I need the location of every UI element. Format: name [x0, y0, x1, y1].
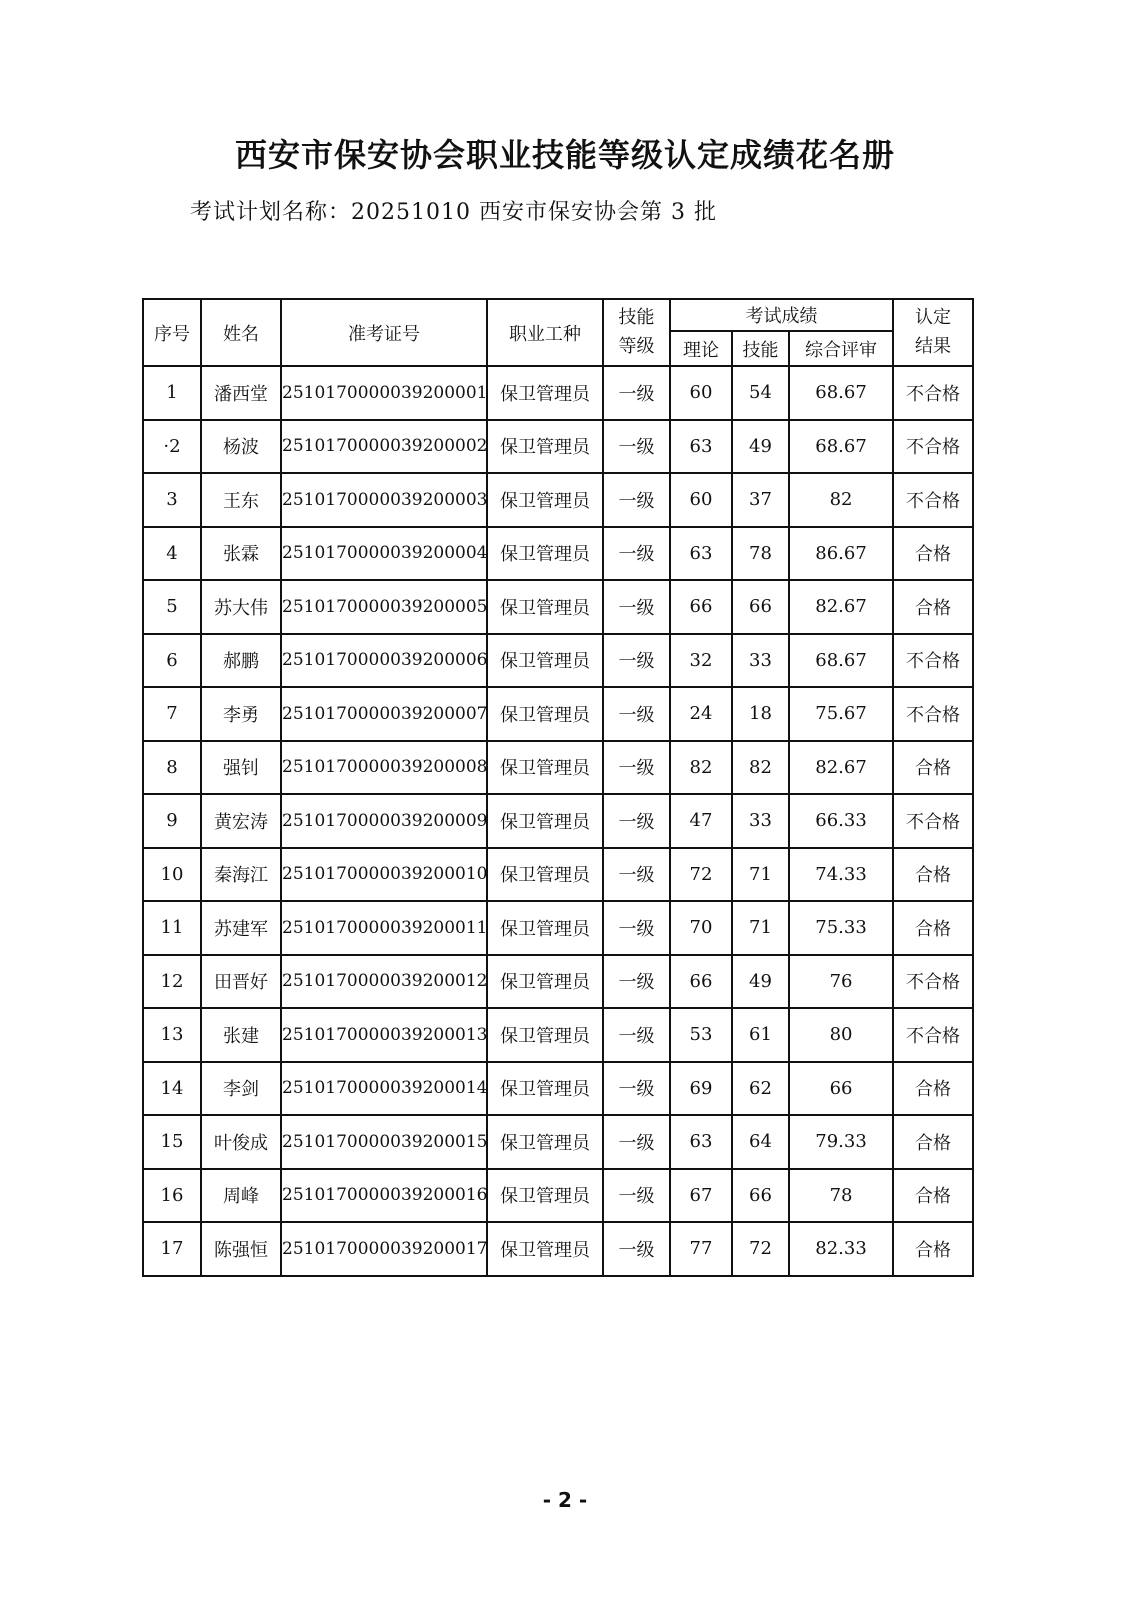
cell-skill-level: 一级 — [603, 580, 670, 634]
cell-exam-id: 2510170000039200001 — [281, 366, 487, 420]
cell-name: 王东 — [201, 473, 281, 527]
cell-name: 黄宏涛 — [201, 794, 281, 848]
table-row — [143, 580, 973, 634]
cell-overall-score: 75.33 — [789, 901, 893, 955]
cell-theory-score: 47 — [670, 794, 732, 848]
cell-theory-score: 60 — [670, 473, 732, 527]
header-occupation: 职业工种 — [487, 299, 603, 366]
cell-result: 不合格 — [893, 794, 973, 848]
cell-result: 不合格 — [893, 420, 973, 474]
cell-skill-level: 一级 — [603, 366, 670, 420]
header-seq: 序号 — [143, 299, 201, 366]
cell-theory-score: 70 — [670, 901, 732, 955]
cell-theory-score: 63 — [670, 420, 732, 474]
cell-overall-score: 79.33 — [789, 1115, 893, 1169]
cell-exam-id: 2510170000039200009 — [281, 794, 487, 848]
cell-name: 张建 — [201, 1008, 281, 1062]
cell-exam-id: 2510170000039200015 — [281, 1115, 487, 1169]
cell-name: 陈强恒 — [201, 1222, 281, 1276]
cell-seq: 4 — [143, 527, 201, 581]
cell-result: 不合格 — [893, 366, 973, 420]
cell-skill-score: 33 — [732, 634, 789, 688]
cell-skill-score: 62 — [732, 1062, 789, 1116]
cell-skill-level: 一级 — [603, 1115, 670, 1169]
cell-skill-level: 一级 — [603, 473, 670, 527]
cell-seq: 5 — [143, 580, 201, 634]
cell-skill-score: 66 — [732, 580, 789, 634]
cell-theory-score: 32 — [670, 634, 732, 688]
cell-skill-score: 54 — [732, 366, 789, 420]
cell-overall-score: 78 — [789, 1169, 893, 1223]
score-roster-table — [142, 298, 974, 1277]
cell-overall-score: 68.67 — [789, 366, 893, 420]
cell-skill-score: 33 — [732, 794, 789, 848]
table-row — [143, 634, 973, 688]
table-row — [143, 473, 973, 527]
cell-occupation: 保卫管理员 — [487, 794, 603, 848]
cell-occupation: 保卫管理员 — [487, 1115, 603, 1169]
cell-name: 李勇 — [201, 687, 281, 741]
cell-occupation: 保卫管理员 — [487, 741, 603, 795]
cell-skill-level: 一级 — [603, 1222, 670, 1276]
cell-skill-level: 一级 — [603, 634, 670, 688]
cell-seq: 16 — [143, 1169, 201, 1223]
cell-result: 合格 — [893, 1169, 973, 1223]
cell-seq: 11 — [143, 901, 201, 955]
cell-skill-level: 一级 — [603, 527, 670, 581]
cell-skill-score: 82 — [732, 741, 789, 795]
cell-name: 杨波 — [201, 420, 281, 474]
cell-occupation: 保卫管理员 — [487, 687, 603, 741]
header-exam-id: 准考证号 — [281, 299, 487, 366]
cell-theory-score: 82 — [670, 741, 732, 795]
cell-exam-id: 2510170000039200017 — [281, 1222, 487, 1276]
cell-occupation: 保卫管理员 — [487, 1062, 603, 1116]
cell-name: 秦海江 — [201, 848, 281, 902]
cell-occupation: 保卫管理员 — [487, 366, 603, 420]
cell-skill-level: 一级 — [603, 687, 670, 741]
cell-name: 苏建军 — [201, 901, 281, 955]
cell-overall-score: 82.33 — [789, 1222, 893, 1276]
cell-occupation: 保卫管理员 — [487, 580, 603, 634]
cell-overall-score: 82.67 — [789, 580, 893, 634]
cell-skill-level: 一级 — [603, 955, 670, 1009]
cell-exam-id: 2510170000039200005 — [281, 580, 487, 634]
header-scores-group: 考试成绩 — [670, 299, 893, 331]
table-row — [143, 687, 973, 741]
cell-overall-score: 68.67 — [789, 420, 893, 474]
cell-seq: 10 — [143, 848, 201, 902]
cell-result: 合格 — [893, 1062, 973, 1116]
table-row — [143, 741, 973, 795]
cell-skill-score: 49 — [732, 955, 789, 1009]
cell-skill-level: 一级 — [603, 794, 670, 848]
cell-overall-score: 86.67 — [789, 527, 893, 581]
cell-result: 合格 — [893, 901, 973, 955]
cell-skill-score: 71 — [732, 901, 789, 955]
cell-occupation: 保卫管理员 — [487, 955, 603, 1009]
cell-exam-id: 2510170000039200008 — [281, 741, 487, 795]
table-row — [143, 901, 973, 955]
header-skill: 技能 — [732, 331, 789, 366]
cell-overall-score: 66.33 — [789, 794, 893, 848]
cell-seq: ·2 — [143, 420, 201, 474]
cell-overall-score: 82 — [789, 473, 893, 527]
cell-skill-score: 64 — [732, 1115, 789, 1169]
cell-seq: 9 — [143, 794, 201, 848]
cell-name: 潘西堂 — [201, 366, 281, 420]
cell-theory-score: 69 — [670, 1062, 732, 1116]
cell-skill-score: 78 — [732, 527, 789, 581]
cell-seq: 1 — [143, 366, 201, 420]
document-title: 西安市保安协会职业技能等级认定成绩花名册 — [234, 136, 895, 174]
cell-seq: 15 — [143, 1115, 201, 1169]
cell-result: 不合格 — [893, 955, 973, 1009]
cell-seq: 3 — [143, 473, 201, 527]
cell-seq: 8 — [143, 741, 201, 795]
cell-overall-score: 82.67 — [789, 741, 893, 795]
header-name: 姓名 — [201, 299, 281, 366]
cell-overall-score: 68.67 — [789, 634, 893, 688]
table-row — [143, 1115, 973, 1169]
cell-name: 强钊 — [201, 741, 281, 795]
cell-seq: 17 — [143, 1222, 201, 1276]
cell-skill-level: 一级 — [603, 1008, 670, 1062]
page-number: - 2 - — [542, 1488, 588, 1512]
cell-skill-level: 一级 — [603, 901, 670, 955]
cell-overall-score: 76 — [789, 955, 893, 1009]
cell-occupation: 保卫管理员 — [487, 848, 603, 902]
cell-skill-level: 一级 — [603, 741, 670, 795]
cell-skill-score: 61 — [732, 1008, 789, 1062]
table-row — [143, 1169, 973, 1223]
cell-result: 合格 — [893, 1222, 973, 1276]
cell-skill-level: 一级 — [603, 1169, 670, 1223]
table-row — [143, 955, 973, 1009]
cell-occupation: 保卫管理员 — [487, 473, 603, 527]
table-row — [143, 794, 973, 848]
cell-theory-score: 72 — [670, 848, 732, 902]
header-skill-level: 技能等级 — [603, 299, 670, 366]
table-row — [143, 366, 973, 420]
table-row — [143, 1222, 973, 1276]
cell-skill-score: 71 — [732, 848, 789, 902]
cell-exam-id: 2510170000039200003 — [281, 473, 487, 527]
cell-exam-id: 2510170000039200010 — [281, 848, 487, 902]
cell-exam-id: 2510170000039200007 — [281, 687, 487, 741]
cell-result: 合格 — [893, 527, 973, 581]
cell-result: 不合格 — [893, 1008, 973, 1062]
cell-occupation: 保卫管理员 — [487, 527, 603, 581]
table-row — [143, 527, 973, 581]
cell-exam-id: 2510170000039200014 — [281, 1062, 487, 1116]
header-theory: 理论 — [670, 331, 732, 366]
cell-exam-id: 2510170000039200016 — [281, 1169, 487, 1223]
cell-overall-score: 66 — [789, 1062, 893, 1116]
cell-theory-score: 63 — [670, 527, 732, 581]
cell-result: 合格 — [893, 848, 973, 902]
cell-name: 李剑 — [201, 1062, 281, 1116]
cell-theory-score: 24 — [670, 687, 732, 741]
cell-theory-score: 53 — [670, 1008, 732, 1062]
cell-skill-score: 66 — [732, 1169, 789, 1223]
exam-plan-name: 考试计划名称：20251010 西安市保安协会第 3 批 — [190, 200, 717, 225]
cell-name: 叶俊成 — [201, 1115, 281, 1169]
cell-result: 不合格 — [893, 687, 973, 741]
header-overall: 综合评审 — [789, 331, 893, 366]
header-result: 认定结果 — [893, 299, 973, 366]
cell-skill-score: 72 — [732, 1222, 789, 1276]
cell-result: 合格 — [893, 741, 973, 795]
cell-occupation: 保卫管理员 — [487, 634, 603, 688]
cell-seq: 6 — [143, 634, 201, 688]
cell-result: 不合格 — [893, 473, 973, 527]
cell-overall-score: 74.33 — [789, 848, 893, 902]
cell-result: 合格 — [893, 580, 973, 634]
cell-theory-score: 63 — [670, 1115, 732, 1169]
cell-skill-score: 49 — [732, 420, 789, 474]
cell-theory-score: 66 — [670, 955, 732, 1009]
cell-seq: 14 — [143, 1062, 201, 1116]
cell-skill-score: 18 — [732, 687, 789, 741]
cell-result: 不合格 — [893, 634, 973, 688]
cell-result: 合格 — [893, 1115, 973, 1169]
cell-occupation: 保卫管理员 — [487, 1169, 603, 1223]
table-row — [143, 848, 973, 902]
cell-skill-level: 一级 — [603, 848, 670, 902]
cell-theory-score: 60 — [670, 366, 732, 420]
cell-skill-score: 37 — [732, 473, 789, 527]
cell-occupation: 保卫管理员 — [487, 420, 603, 474]
cell-occupation: 保卫管理员 — [487, 1008, 603, 1062]
cell-theory-score: 67 — [670, 1169, 732, 1223]
cell-name: 郝鹏 — [201, 634, 281, 688]
cell-exam-id: 2510170000039200013 — [281, 1008, 487, 1062]
cell-seq: 7 — [143, 687, 201, 741]
table-row — [143, 420, 973, 474]
cell-skill-level: 一级 — [603, 420, 670, 474]
cell-exam-id: 2510170000039200002 — [281, 420, 487, 474]
table-row — [143, 1008, 973, 1062]
cell-theory-score: 77 — [670, 1222, 732, 1276]
cell-seq: 13 — [143, 1008, 201, 1062]
cell-name: 田晋好 — [201, 955, 281, 1009]
cell-theory-score: 66 — [670, 580, 732, 634]
cell-exam-id: 2510170000039200012 — [281, 955, 487, 1009]
cell-overall-score: 75.67 — [789, 687, 893, 741]
cell-name: 张霖 — [201, 527, 281, 581]
cell-skill-level: 一级 — [603, 1062, 670, 1116]
cell-name: 苏大伟 — [201, 580, 281, 634]
cell-exam-id: 2510170000039200004 — [281, 527, 487, 581]
cell-exam-id: 2510170000039200006 — [281, 634, 487, 688]
cell-occupation: 保卫管理员 — [487, 1222, 603, 1276]
cell-occupation: 保卫管理员 — [487, 901, 603, 955]
table-row — [143, 1062, 973, 1116]
cell-name: 周峰 — [201, 1169, 281, 1223]
cell-overall-score: 80 — [789, 1008, 893, 1062]
cell-exam-id: 2510170000039200011 — [281, 901, 487, 955]
cell-seq: 12 — [143, 955, 201, 1009]
